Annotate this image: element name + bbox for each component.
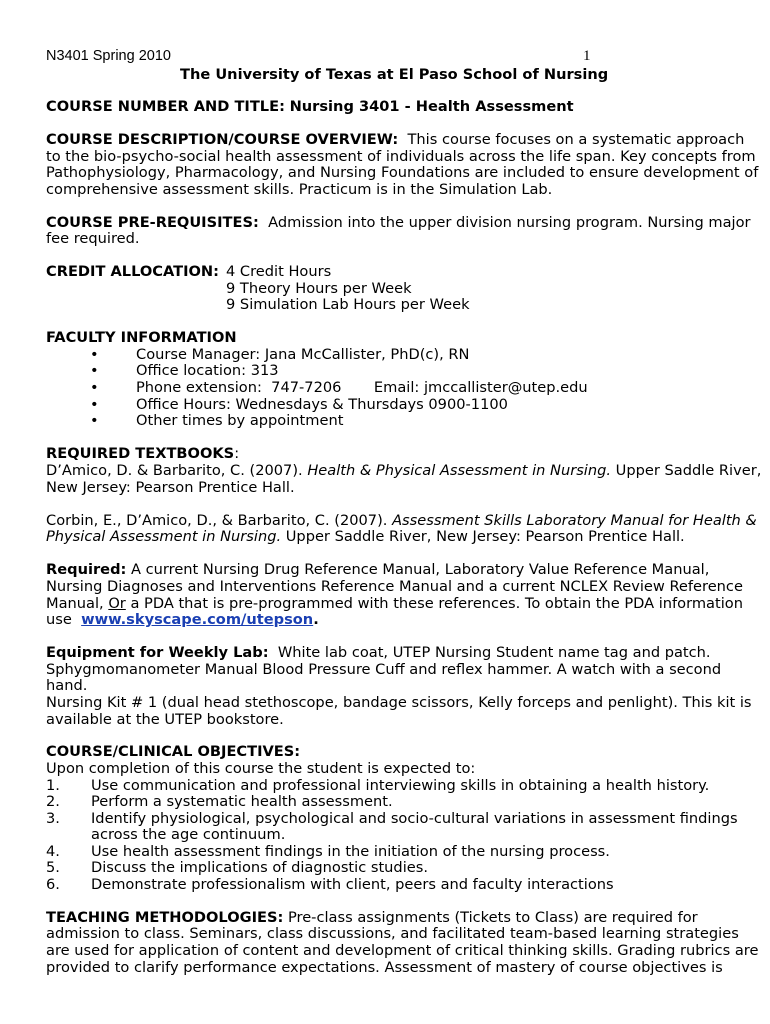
objectives-label: COURSE/CLINICAL OBJECTIVES: xyxy=(46,743,301,760)
textbooks-label: REQUIRED TEXTBOOKS xyxy=(46,445,235,462)
textbooks-heading xyxy=(46,445,239,462)
page-number: 1 xyxy=(583,48,591,64)
faculty-manager: Course Manager: Jana McCallister, PhD(c), RN xyxy=(136,346,470,363)
book1-publisher: Upper Saddle River, xyxy=(615,462,762,479)
objective-text: across the age continuum. xyxy=(91,826,286,843)
prerequisites-label: COURSE PRE-REQUISITES: xyxy=(46,214,259,231)
objective-number: 2. xyxy=(46,793,60,810)
objective-text: Discuss the implications of diagnostic studies. xyxy=(91,859,428,876)
objective-number: 4. xyxy=(46,843,60,860)
required-line-1 xyxy=(46,561,709,578)
credit-item-1: 4 Credit Hours xyxy=(226,263,332,280)
bullet-icon: • xyxy=(90,396,99,413)
teaching-label: TEACHING METHODOLOGIES: xyxy=(46,909,284,926)
required-or: Or xyxy=(108,595,126,612)
objective-number: 3. xyxy=(46,810,60,827)
book1-title: Health & Physical Assessment in Nursing. xyxy=(307,462,612,479)
book1-authors: D’Amico, D. & Barbarito, C. (2007). xyxy=(46,462,303,479)
book1-line-1 xyxy=(46,462,761,479)
credit-label: CREDIT ALLOCATION: xyxy=(46,263,219,280)
bullet-icon: • xyxy=(90,412,99,429)
book2-line-1 xyxy=(46,512,757,529)
equipment-line-4: Nursing Kit # 1 (dual head stethoscope, bandage scissors, Kelly forceps and penlight). This kit is xyxy=(46,694,752,711)
required-text-3a: Manual, xyxy=(46,595,104,612)
course-title-value: Nursing 3401 - Health Assessment xyxy=(289,98,574,115)
required-line-3 xyxy=(46,595,743,612)
required-line-4 xyxy=(46,611,319,628)
description-label: COURSE DESCRIPTION/COURSE OVERVIEW: xyxy=(46,131,399,148)
required-period: . xyxy=(313,611,319,628)
book2-line-2 xyxy=(46,528,685,545)
objective-text: Demonstrate professionalism with client, peers and faculty interactions xyxy=(91,876,614,893)
objective-text: Identify physiological, psychological and socio-cultural variations in assessment findings xyxy=(91,810,738,827)
equipment-line-3: hand. xyxy=(46,677,88,694)
bullet-icon: • xyxy=(90,379,99,396)
description-line-1 xyxy=(46,131,744,148)
teaching-line-1 xyxy=(46,909,698,926)
book1-line-2: New Jersey: Pearson Prentice Hall. xyxy=(46,479,295,496)
credit-item-2: 9 Theory Hours per Week xyxy=(226,280,412,297)
description-text: This course focuses on a systematic approach xyxy=(407,131,745,148)
objective-number: 1. xyxy=(46,777,60,794)
teaching-line-2: admission to class. Seminars, class discussions, and facilitated team-based learning strategies xyxy=(46,925,739,942)
course-title-label: COURSE NUMBER AND TITLE: xyxy=(46,98,285,115)
skyscape-link[interactable]: www.skyscape.com/utepson xyxy=(81,611,314,628)
textbooks-colon: : xyxy=(234,445,240,462)
required-line-2: Nursing Diagnoses and Interventions Reference Manual and a current NCLEX Review Reference xyxy=(46,578,743,595)
book2-title-2: Physical Assessment in Nursing. xyxy=(46,528,282,545)
faculty-other-times: Other times by appointment xyxy=(136,412,344,429)
teaching-text-1: Pre-class assignments (Tickets to Class) are required for xyxy=(287,909,698,926)
objective-text: Perform a systematic health assessment. xyxy=(91,793,393,810)
equipment-text-1: White lab coat, UTEP Nursing Student name tag and patch. xyxy=(277,644,711,661)
book2-authors: Corbin, E., D’Amico, D., & Barbarito, C. (2007). xyxy=(46,512,388,529)
bullet-icon: • xyxy=(90,346,99,363)
course-term-header: N3401 Spring 2010 xyxy=(46,48,171,64)
institution-title: The University of Texas at El Paso School of Nursing xyxy=(180,66,609,83)
teaching-line-4: provided to clarify performance expectations. Assessment of mastery of course objectives is xyxy=(46,959,723,976)
equipment-line-1 xyxy=(46,644,711,661)
teaching-line-3: are used for application of content and development of critical thinking skills. Grading rubrics are xyxy=(46,942,759,959)
faculty-office-hours: Office Hours: Wednesdays & Thursdays 0900-1100 xyxy=(136,396,508,413)
description-line-3: Pathophysiology, Pharmacology, and Nursing Foundations are included to ensure development of xyxy=(46,164,759,181)
equipment-line-2: Sphygmomanometer Manual Blood Pressure Cuff and reflex hammer. A watch with a second xyxy=(46,661,722,678)
book2-title-1: Assessment Skills Laboratory Manual for Health & xyxy=(392,512,757,529)
equipment-label: Equipment for Weekly Lab: xyxy=(46,644,269,661)
book2-publisher: Upper Saddle River, New Jersey: Pearson Prentice Hall. xyxy=(285,528,685,545)
required-label: Required: xyxy=(46,561,127,578)
credit-item-3: 9 Simulation Lab Hours per Week xyxy=(226,296,470,313)
faculty-label: FACULTY INFORMATION xyxy=(46,329,237,346)
prerequisites-line-2: fee required. xyxy=(46,230,140,247)
faculty-phone-email: Phone extension: 747-7206 Email: jmccallister@utep.edu xyxy=(136,379,588,396)
description-line-2: to the bio-psycho-social health assessment of individuals across the life span. Key concepts from xyxy=(46,148,756,165)
objective-text: Use health assessment findings in the initiation of the nursing process. xyxy=(91,843,610,860)
required-text-4a: use xyxy=(46,611,72,628)
description-line-4: comprehensive assessment skills. Practicum is in the Simulation Lab. xyxy=(46,181,553,198)
equipment-line-5: available at the UTEP bookstore. xyxy=(46,711,284,728)
objective-number: 6. xyxy=(46,876,60,893)
required-text-3b: a PDA that is pre-programmed with these references. To obtain the PDA information xyxy=(130,595,743,612)
required-text-1: A current Nursing Drug Reference Manual, Laboratory Value Reference Manual, xyxy=(131,561,710,578)
objectives-intro: Upon completion of this course the student is expected to: xyxy=(46,760,476,777)
objective-text: Use communication and professional interviewing skills in obtaining a health history. xyxy=(91,777,710,794)
bullet-icon: • xyxy=(90,362,99,379)
course-title-line xyxy=(46,98,574,115)
prerequisites-line-1 xyxy=(46,214,751,231)
objective-number: 5. xyxy=(46,859,60,876)
faculty-office: Office location: 313 xyxy=(136,362,279,379)
prerequisites-text: Admission into the upper division nursing program. Nursing major xyxy=(268,214,751,231)
